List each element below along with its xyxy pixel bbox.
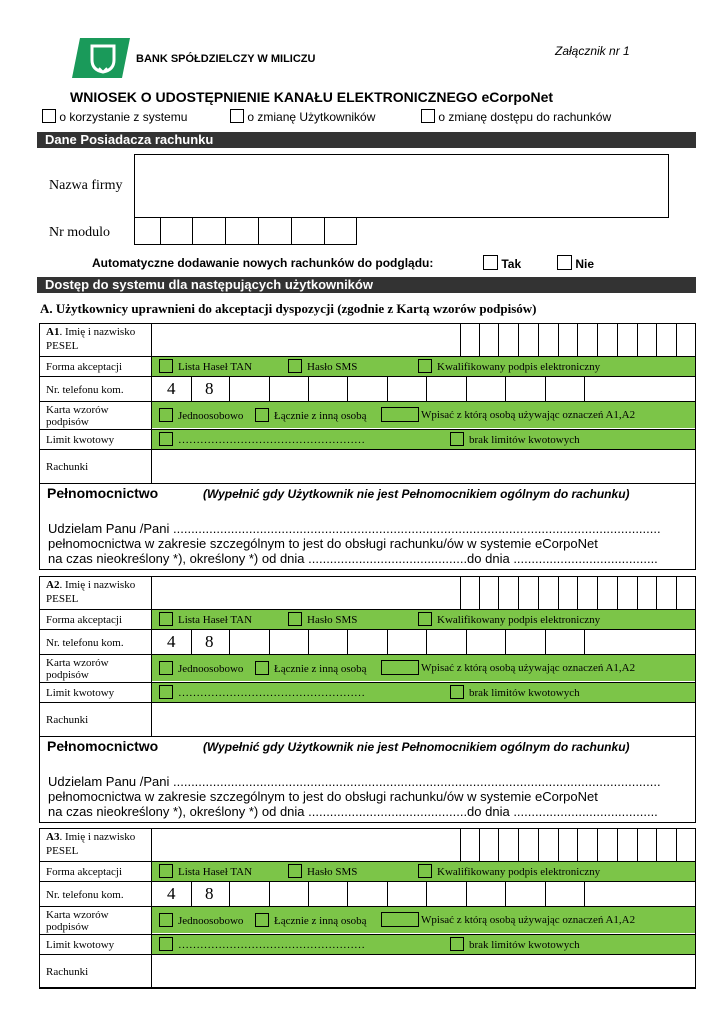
owner-section-header: Dane Posiadacza rachunku bbox=[37, 132, 696, 148]
user-id: A1 bbox=[46, 326, 60, 338]
option-no-limits[interactable] bbox=[450, 685, 580, 699]
signature-card-label-1: Karta wzorów bbox=[46, 404, 109, 416]
modulo-label: Nr modulo bbox=[49, 225, 111, 240]
option-change-accounts[interactable]: o zmianę dostępu do rachunków bbox=[421, 109, 611, 124]
joint-person-field[interactable] bbox=[381, 407, 419, 422]
user-id-suffix: . Imię i nazwisko bbox=[59, 579, 136, 591]
proxy-line-grantee[interactable]: Udzielam Panu /Pani ....................................................................................................................................... bbox=[48, 521, 661, 536]
accounts-field[interactable] bbox=[152, 703, 694, 735]
pesel-label: PESEL bbox=[46, 593, 79, 605]
option-jointly-label: Łącznie z inną osobą bbox=[274, 915, 367, 927]
bank-name: BANK SPÓŁDZIELCZY W MILICZU bbox=[136, 53, 316, 65]
option-use-system[interactable]: o korzystanie z systemu bbox=[42, 110, 187, 124]
option-alone-label: Jednoosobowo bbox=[178, 410, 244, 422]
signature-card-label-2: podpisów bbox=[46, 921, 89, 933]
proxy-note: (Wypełnić gdy Użytkownik nie jest Pełnomocnikiem ogólnym do rachunku) bbox=[203, 740, 630, 754]
modulo-field[interactable] bbox=[134, 218, 357, 245]
option-jointly[interactable] bbox=[255, 661, 367, 675]
option-no-limits[interactable] bbox=[450, 432, 580, 446]
phone-prefix-digit: 4 bbox=[167, 884, 176, 903]
user-name-label bbox=[46, 326, 135, 338]
option-qualified-signature-label: Kwalifikowany podpis elektroniczny bbox=[437, 361, 601, 373]
joint-person-field[interactable] bbox=[381, 912, 419, 927]
phone-prefix-digit: 8 bbox=[205, 884, 214, 903]
signature-card-label-2: podpisów bbox=[46, 669, 89, 681]
phone-label: Nr. telefonu kom. bbox=[46, 384, 124, 396]
user-id-suffix: . Imię i nazwisko bbox=[59, 326, 136, 338]
option-tan-list[interactable] bbox=[159, 359, 252, 373]
proxy-note: (Wypełnić gdy Użytkownik nie jest Pełnomocnikiem ogólnym do rachunku) bbox=[203, 487, 630, 501]
limit-dots: …………………………………………… bbox=[178, 687, 365, 699]
signature-card-label-2: podpisów bbox=[46, 416, 89, 428]
option-sms-password[interactable] bbox=[288, 612, 357, 626]
limit-label: Limit kwotowy bbox=[46, 687, 115, 699]
limit-amount-field[interactable] bbox=[159, 432, 365, 446]
signature-card-label-1: Karta wzorów bbox=[46, 657, 109, 669]
accounts-field[interactable] bbox=[152, 450, 694, 482]
accounts-field[interactable] bbox=[152, 955, 694, 987]
joint-person-hint: Wpisać z którą osobą używając oznaczeń A1,A2 bbox=[421, 662, 636, 674]
acceptance-form-label: Forma akceptacji bbox=[46, 614, 123, 626]
limit-amount-field[interactable] bbox=[159, 685, 365, 699]
user-id-suffix: . Imię i nazwisko bbox=[59, 831, 136, 843]
limit-label: Limit kwotowy bbox=[46, 434, 115, 446]
accounts-label: Rachunki bbox=[46, 461, 89, 473]
option-qualified-signature-label: Kwalifikowany podpis elektroniczny bbox=[437, 866, 601, 878]
option-qualified-signature[interactable] bbox=[418, 359, 600, 373]
option-alone-label: Jednoosobowo bbox=[178, 915, 244, 927]
option-tan-list-label: Lista Haseł TAN bbox=[178, 361, 253, 373]
company-field[interactable] bbox=[134, 154, 669, 218]
option-sms-password-label: Hasło SMS bbox=[307, 614, 358, 626]
option-alone[interactable] bbox=[159, 408, 243, 422]
option-tan-list-label: Lista Haseł TAN bbox=[178, 866, 253, 878]
phone-prefix-digit: 4 bbox=[167, 379, 176, 398]
phone-prefix-digit: 4 bbox=[167, 632, 176, 651]
option-sms-password[interactable] bbox=[288, 864, 357, 878]
phone-prefix-digit: 8 bbox=[205, 632, 214, 651]
user-id: A3 bbox=[46, 831, 60, 843]
option-qualified-signature[interactable] bbox=[418, 864, 600, 878]
acceptance-form-label: Forma akceptacji bbox=[46, 361, 123, 373]
request-options bbox=[42, 109, 187, 124]
auto-add-no[interactable]: Nie bbox=[557, 255, 594, 271]
acceptance-form-label: Forma akceptacji bbox=[46, 866, 123, 878]
phone-label: Nr. telefonu kom. bbox=[46, 637, 124, 649]
auto-add-yes[interactable]: Tak bbox=[483, 255, 521, 271]
joint-person-field[interactable] bbox=[381, 660, 419, 675]
option-no-limits-label: brak limitów kwotowych bbox=[469, 434, 580, 446]
option-alone[interactable] bbox=[159, 661, 243, 675]
accounts-label: Rachunki bbox=[46, 966, 89, 978]
option-change-users[interactable]: o zmianę Użytkowników bbox=[230, 109, 375, 124]
proxy-line-grantee[interactable]: Udzielam Panu /Pani ....................................................................................................................................... bbox=[48, 774, 661, 789]
option-tan-list-label: Lista Haseł TAN bbox=[178, 614, 253, 626]
option-jointly[interactable] bbox=[255, 408, 367, 422]
option-sms-password-label: Hasło SMS bbox=[307, 866, 358, 878]
option-alone-label: Jednoosobowo bbox=[178, 663, 244, 675]
limit-dots: …………………………………………… bbox=[178, 434, 365, 446]
limit-label: Limit kwotowy bbox=[46, 939, 115, 951]
limit-dots: …………………………………………… bbox=[178, 939, 365, 951]
subsection-a-title: A. Użytkownicy uprawnieni do akceptacji dyspozycji (zgodnie z Kartą wzorów podpisów) bbox=[40, 301, 537, 316]
option-jointly[interactable] bbox=[255, 913, 367, 927]
user-name-label bbox=[46, 579, 135, 591]
accounts-label: Rachunki bbox=[46, 714, 89, 726]
option-alone[interactable] bbox=[159, 913, 243, 927]
proxy-line-scope: pełnomocnictwa w zakresie szczególnym to jest do obsługi rachunku/ów w systemie eCorpoNet bbox=[48, 536, 598, 551]
option-qualified-signature[interactable] bbox=[418, 612, 600, 626]
option-sms-password[interactable] bbox=[288, 359, 357, 373]
access-section-header: Dostęp do systemu dla następujących użytkowników bbox=[37, 277, 696, 293]
pesel-label: PESEL bbox=[46, 340, 79, 352]
option-tan-list[interactable] bbox=[159, 864, 252, 878]
option-tan-list[interactable] bbox=[159, 612, 252, 626]
proxy-line-period[interactable]: na czas nieokreślony *), określony *) od dnia ............................................do dnia ........................................ bbox=[48, 551, 658, 566]
option-sms-password-label: Hasło SMS bbox=[307, 361, 358, 373]
signature-card-label-1: Karta wzorów bbox=[46, 909, 109, 921]
option-jointly-label: Łącznie z inną osobą bbox=[274, 410, 367, 422]
attachment-label: Załącznik nr 1 bbox=[555, 44, 630, 58]
proxy-line-scope: pełnomocnictwa w zakresie szczególnym to jest do obsługi rachunku/ów w systemie eCorpoNet bbox=[48, 789, 598, 804]
proxy-title: Pełnomocnictwo bbox=[47, 738, 159, 754]
option-no-limits-label: brak limitów kwotowych bbox=[469, 939, 580, 951]
user-id: A2 bbox=[46, 579, 60, 591]
company-label: Nazwa firmy bbox=[49, 178, 123, 193]
option-qualified-signature-label: Kwalifikowany podpis elektroniczny bbox=[437, 614, 601, 626]
proxy-title: Pełnomocnictwo bbox=[47, 485, 159, 501]
proxy-line-period[interactable]: na czas nieokreślony *), określony *) od dnia ............................................do dnia ........................................ bbox=[48, 804, 658, 819]
pesel-label: PESEL bbox=[46, 845, 79, 857]
user-name-label bbox=[46, 831, 135, 843]
option-no-limits-label: brak limitów kwotowych bbox=[469, 687, 580, 699]
option-no-limits[interactable] bbox=[450, 937, 580, 951]
form-title: WNIOSEK O UDOSTĘPNIENIE KANAŁU ELEKTRONICZNEGO eCorpoNet bbox=[70, 89, 554, 105]
joint-person-hint: Wpisać z którą osobą używając oznaczeń A1,A2 bbox=[421, 914, 636, 926]
phone-prefix-digit: 8 bbox=[205, 379, 214, 398]
option-jointly-label: Łącznie z inną osobą bbox=[274, 663, 367, 675]
bank-logo bbox=[72, 38, 130, 78]
joint-person-hint: Wpisać z którą osobą używając oznaczeń A1,A2 bbox=[421, 409, 636, 421]
limit-amount-field[interactable] bbox=[159, 937, 365, 951]
phone-label: Nr. telefonu kom. bbox=[46, 889, 124, 901]
auto-add-label: Automatyczne dodawanie nowych rachunków do podglądu: bbox=[92, 256, 434, 270]
